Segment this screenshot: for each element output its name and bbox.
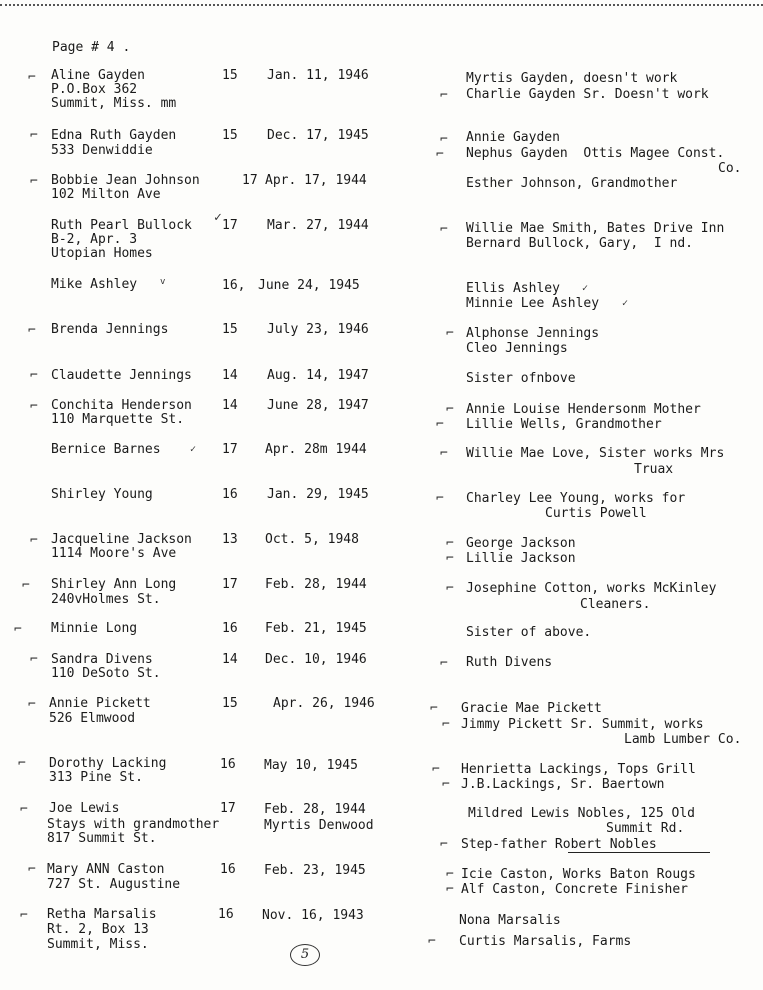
guardian-line: Nona Marsalis bbox=[459, 913, 561, 928]
name-line: Dorothy Lacking bbox=[49, 756, 167, 771]
check-mark-icon: v bbox=[160, 277, 166, 287]
birth-date: Jan. 29, 1945 bbox=[267, 487, 369, 502]
age: 13 bbox=[222, 532, 238, 547]
guardian-line: Curtis Marsalis, Farms bbox=[459, 934, 632, 949]
birth-date: Jan. 11, 1946 bbox=[267, 68, 369, 83]
guardian-line: Alf Caston, Concrete Finisher bbox=[461, 882, 688, 897]
tick-mark-icon: ⌐ bbox=[430, 701, 438, 716]
handwritten-underline bbox=[568, 852, 710, 853]
page-top-edge bbox=[0, 4, 763, 6]
birth-date: Feb. 28, 1944 bbox=[264, 802, 366, 817]
guardian-line: Ruth Divens bbox=[466, 655, 553, 670]
guardian-line: Jimmy Pickett Sr. Summit, works bbox=[461, 717, 704, 732]
guardian-line: Annie Louise Hendersonm Mother bbox=[466, 402, 701, 417]
guardian-line: Cleo Jennings bbox=[466, 341, 568, 356]
guardian-line: Mildred Lewis Nobles, 125 Old bbox=[468, 806, 695, 821]
guardian-line: Charley Lee Young, works for bbox=[466, 491, 686, 506]
guardian-line: Icie Caston, Works Baton Rougs bbox=[461, 867, 696, 882]
birth-date: May 10, 1945 bbox=[264, 758, 358, 773]
name-line: Bernice Barnes bbox=[51, 442, 161, 457]
tick-mark-icon: ⌐ bbox=[30, 368, 38, 383]
guardian-line: Bernard Bullock, Gary, I nd. bbox=[466, 236, 693, 251]
age: 16 bbox=[220, 862, 236, 877]
tick-mark-icon: ⌐ bbox=[30, 652, 38, 667]
guardian-line: Myrtis Gayden, doesn't work bbox=[466, 71, 678, 86]
tick-mark-icon: ⌐ bbox=[22, 578, 30, 593]
address-line: Summit, Miss. bbox=[47, 937, 149, 952]
tick-mark-icon: ⌐ bbox=[30, 533, 38, 548]
guardian-line: Henrietta Lackings, Tops Grill bbox=[461, 762, 696, 777]
birth-date: Apr. 17, 1944 bbox=[265, 173, 367, 188]
check-mark-icon: ✓ bbox=[582, 283, 589, 294]
tick-mark-icon: ⌐ bbox=[30, 128, 38, 143]
name-line: Shirley Ann Long bbox=[51, 577, 177, 592]
age: 14 bbox=[222, 398, 238, 413]
guardian-line: Step-father Robert Nobles bbox=[461, 837, 657, 852]
address-line: 240vHolmes St. bbox=[51, 592, 161, 607]
tick-mark-icon: ⌐ bbox=[436, 491, 444, 506]
guardian-line: George Jackson bbox=[466, 536, 576, 551]
name-line: Brenda Jennings bbox=[51, 322, 169, 337]
tick-mark-icon: ⌐ bbox=[30, 399, 38, 414]
tick-mark-icon: ⌐ bbox=[440, 88, 448, 103]
age: 15 bbox=[222, 128, 238, 143]
name-line: Retha Marsalis bbox=[47, 907, 157, 922]
age: 17 bbox=[220, 801, 236, 816]
address-line: 110 DeSoto St. bbox=[51, 666, 161, 681]
address-line: Stays with grandmother bbox=[47, 817, 220, 832]
name-line: Minnie Long bbox=[51, 621, 138, 636]
guardian-line: Nephus Gayden Ottis Magee Const. bbox=[466, 146, 725, 161]
birth-date: Feb. 23, 1945 bbox=[264, 863, 366, 878]
check-mark-icon: ✓ bbox=[190, 444, 197, 455]
address-line: 110 Marquette St. bbox=[51, 412, 185, 427]
age: 16, bbox=[222, 278, 246, 293]
name-line: Edna Ruth Gayden bbox=[51, 128, 177, 143]
age: 16 bbox=[218, 907, 234, 922]
guardian-line: Truax bbox=[634, 462, 674, 477]
age: 16 bbox=[222, 487, 238, 502]
name-line: Sandra Divens bbox=[51, 652, 153, 667]
tick-mark-icon: ⌐ bbox=[20, 908, 28, 923]
tick-mark-icon: ⌐ bbox=[28, 323, 36, 338]
age: 14 bbox=[222, 652, 238, 667]
address-line: 1114 Moore's Ave bbox=[51, 546, 177, 561]
address-line: Rt. 2, Box 13 bbox=[47, 922, 149, 937]
tick-mark-icon: ⌐ bbox=[446, 402, 454, 417]
tick-mark-icon: ⌐ bbox=[28, 862, 36, 877]
name-line: Joe Lewis bbox=[49, 801, 120, 816]
birth-date: Feb. 21, 1945 bbox=[265, 621, 367, 636]
tick-mark-icon: ⌐ bbox=[28, 697, 36, 712]
guardian-line: Lillie Wells, Grandmother bbox=[466, 417, 662, 432]
tick-mark-icon: ⌐ bbox=[446, 882, 454, 897]
birth-extra: Myrtis Denwood bbox=[264, 818, 374, 833]
name-line: Aline Gayden bbox=[51, 68, 145, 83]
age: 15 bbox=[222, 322, 238, 337]
tick-mark-icon: ⌐ bbox=[440, 446, 448, 461]
guardian-line: Lamb Lumber Co. bbox=[624, 732, 742, 747]
name-line: Claudette Jennings bbox=[51, 368, 192, 383]
guardian-line: Curtis Powell bbox=[545, 506, 647, 521]
age: 16 bbox=[222, 621, 238, 636]
tick-mark-icon: ⌐ bbox=[428, 934, 436, 949]
page-label: Page # 4 . bbox=[52, 40, 131, 55]
birth-date: July 23, 1946 bbox=[267, 322, 369, 337]
address-line: 533 Denwiddie bbox=[51, 143, 153, 158]
birth-date: Dec. 10, 1946 bbox=[265, 652, 367, 667]
name-line: Bobbie Jean Johnson bbox=[51, 173, 200, 188]
guardian-line: Sister ofnbove bbox=[466, 371, 576, 386]
address-line: P.O.Box 362 bbox=[51, 82, 138, 97]
name-line: Annie Pickett bbox=[49, 696, 151, 711]
name-line: Jacqueline Jackson bbox=[51, 532, 192, 547]
birth-date: Aug. 14, 1947 bbox=[267, 368, 369, 383]
guardian-line: Willie Mae Smith, Bates Drive Inn bbox=[466, 221, 725, 236]
tick-mark-icon: ⌐ bbox=[14, 622, 22, 637]
birth-date: Feb. 28, 1944 bbox=[265, 577, 367, 592]
guardian-line: Willie Mae Love, Sister works Mrs bbox=[466, 446, 725, 461]
birth-date: Oct. 5, 1948 bbox=[265, 532, 359, 547]
tick-mark-icon: ⌐ bbox=[436, 147, 444, 162]
address-line: 313 Pine St. bbox=[49, 770, 143, 785]
name-line: Mary ANN Caston bbox=[47, 862, 165, 877]
tick-mark-icon: ⌐ bbox=[446, 536, 454, 551]
address-line: 526 Elmwood bbox=[49, 711, 136, 726]
age: 17 bbox=[222, 442, 238, 457]
tick-mark-icon: ⌐ bbox=[442, 717, 450, 732]
address-line: 102 Milton Ave bbox=[51, 187, 161, 202]
guardian-line: J.B.Lackings, Sr. Baertown bbox=[461, 777, 665, 792]
age: 16 bbox=[220, 757, 236, 772]
birth-date: Apr. 26, 1946 bbox=[273, 696, 375, 711]
age: 17 bbox=[242, 173, 258, 188]
address-line: 727 St. Augustine bbox=[47, 877, 181, 892]
address-line: Summit, Miss. mm bbox=[51, 96, 177, 111]
check-mark-icon: ✓ bbox=[622, 298, 629, 309]
tick-mark-icon: ⌐ bbox=[18, 756, 26, 771]
tick-mark-icon: ⌐ bbox=[446, 326, 454, 341]
guardian-line: Esther Johnson, Grandmother bbox=[466, 176, 678, 191]
tick-mark-icon: ⌐ bbox=[446, 551, 454, 566]
age: 17 bbox=[222, 218, 238, 233]
check-mark-icon: ✓ bbox=[214, 210, 222, 225]
birth-date: Apr. 28m 1944 bbox=[265, 442, 367, 457]
tick-mark-icon: ⌐ bbox=[28, 70, 36, 85]
tick-mark-icon: ⌐ bbox=[440, 132, 448, 147]
tick-mark-icon: ⌐ bbox=[30, 174, 38, 189]
age: 15 bbox=[222, 68, 238, 83]
birth-date: June 24, 1945 bbox=[258, 278, 360, 293]
birth-date: Nov. 16, 1943 bbox=[262, 908, 364, 923]
guardian-line: Charlie Gayden Sr. Doesn't work bbox=[466, 87, 709, 102]
tick-mark-icon: ⌐ bbox=[440, 837, 448, 852]
tick-mark-icon: ⌐ bbox=[432, 762, 440, 777]
guardian-line: Summit Rd. bbox=[606, 821, 685, 836]
name-line: Shirley Young bbox=[51, 487, 153, 502]
name-line: Mike Ashley bbox=[51, 277, 138, 292]
guardian-line: Gracie Mae Pickett bbox=[461, 701, 602, 716]
address-line: Utopian Homes bbox=[51, 246, 153, 261]
guardian-line: Annie Gayden bbox=[466, 130, 560, 145]
guardian-line: Cleaners. bbox=[580, 597, 651, 612]
address-line: B-2, Apr. 3 bbox=[51, 232, 138, 247]
name-line: Ruth Pearl Bullock bbox=[51, 218, 192, 233]
address-line: 817 Summit St. bbox=[47, 831, 157, 846]
age: 17 bbox=[222, 577, 238, 592]
age: 15 bbox=[222, 696, 238, 711]
tick-mark-icon: ⌐ bbox=[20, 802, 28, 817]
age: 14 bbox=[222, 368, 238, 383]
tick-mark-icon: ⌐ bbox=[446, 867, 454, 882]
tick-mark-icon: ⌐ bbox=[440, 656, 448, 671]
guardian-line: Ellis Ashley bbox=[466, 281, 560, 296]
tick-mark-icon: ⌐ bbox=[446, 581, 454, 596]
tick-mark-icon: ⌐ bbox=[440, 222, 448, 237]
birth-date: Mar. 27, 1944 bbox=[267, 218, 369, 233]
guardian-line: Co. bbox=[718, 161, 742, 176]
birth-date: June 28, 1947 bbox=[267, 398, 369, 413]
tick-mark-icon: ⌐ bbox=[442, 777, 450, 792]
guardian-line: Sister of above. bbox=[466, 625, 592, 640]
guardian-line: Josephine Cotton, works McKinley bbox=[466, 581, 717, 596]
name-line: Conchita Henderson bbox=[51, 398, 192, 413]
tick-mark-icon: ⌐ bbox=[436, 417, 444, 432]
birth-date: Dec. 17, 1945 bbox=[267, 128, 369, 143]
guardian-line: Minnie Lee Ashley bbox=[466, 296, 600, 311]
guardian-line: Alphonse Jennings bbox=[466, 326, 600, 341]
guardian-line: Lillie Jackson bbox=[466, 551, 576, 566]
circled-page-number: 5 bbox=[290, 944, 320, 966]
